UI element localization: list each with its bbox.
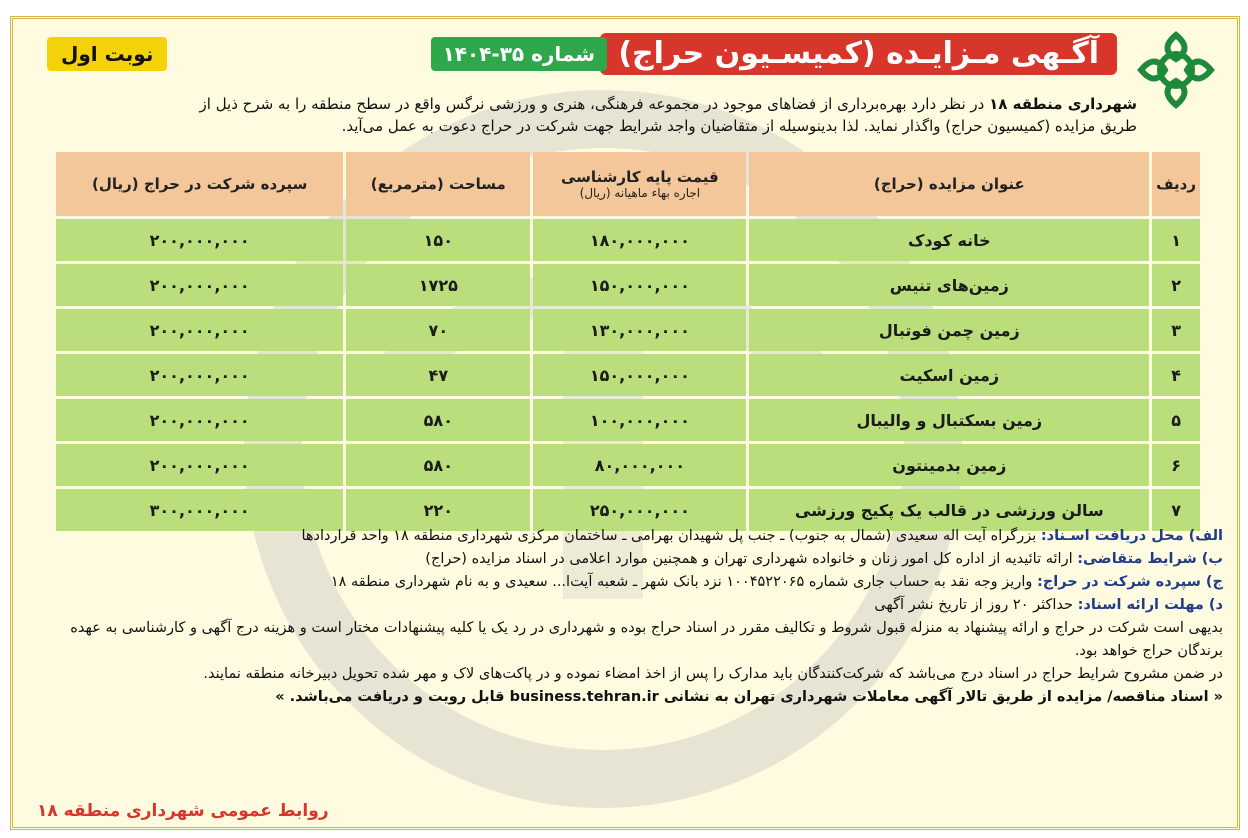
header-row-no: ردیف [1152,152,1200,216]
intro-paragraph [33,93,1137,137]
note-d [27,594,1223,617]
table-row [56,399,1200,441]
table-row [56,444,1200,486]
cell-deposit: ۲۰۰,۰۰۰,۰۰۰ [56,264,343,306]
cell-row-no: ۲ [1152,264,1200,306]
cell-row-no: ۴ [1152,354,1200,396]
cell-row-no: ۷ [1152,489,1200,531]
note-paragraph-1: بدیهی است شرکت در حراج و ارائه پیشنهاد به منزله قبول شروط و تکالیف مقرر در اسناد حراج بوده و شهرداری در رد یک یا کلیه پیشنهادات مختار است و هزینه درج آگهی و کارشناسی به عهده برندگان حراج خواهد بود. [70,620,1223,659]
cell-area: ۲۲۰ [346,489,530,531]
header-base-price [533,152,746,216]
note-d-label: د) مهلت ارائه اسناد: [1077,597,1223,613]
cell-base-price: ۱۰۰,۰۰۰,۰۰۰ [533,399,746,441]
ad-number: شماره ۳۵-۱۴۰۴ [431,37,607,71]
cell-base-price: ۲۵۰,۰۰۰,۰۰۰ [533,489,746,531]
note-paragraph-2: در ضمن مشروح شرایط حراج در اسناد درج می‌باشد که شرکت‌کنندگان باید مدارک را پس از اخذ امضاء نموده و در پاکت‌های لاک و مهر شده تحویل دبیرخانه منطقه نمایند. [203,666,1223,682]
cell-title: زمین بدمینتون [749,444,1149,486]
notes-section [27,525,1223,709]
cell-deposit: ۲۰۰,۰۰۰,۰۰۰ [56,354,343,396]
cell-title: زمین‌های تنیس [749,264,1149,306]
note-b [27,548,1223,571]
note-a-text: بزرگراه آیت اله سعیدی (شمال به جنوب) ـ جنب پل شهیدان بهرامی ـ ساختمان مرکزی شهرداری منطقه ۱۸ واحد قراردادها [301,528,1041,544]
note-a [27,525,1223,548]
note-c-text: واریز وجه نقد به حساب جاری شماره ۱۰۰۴۵۲۲۰۶۵ نزد بانک شهر ـ شعبه آیت‌ا... سعیدی و به نام شهرداری منطقه ۱۸ [330,574,1037,590]
cell-deposit: ۳۰۰,۰۰۰,۰۰۰ [56,489,343,531]
tehran-municipality-logo-icon [1135,29,1217,111]
note-c-label: ج) سپرده شرکت در حراج: [1036,574,1223,590]
cell-row-no: ۶ [1152,444,1200,486]
cell-area: ۱۵۰ [346,219,530,261]
cell-base-price: ۱۳۰,۰۰۰,۰۰۰ [533,309,746,351]
note-d-text: حداکثر ۲۰ روز از تاریخ نشر آگهی [874,597,1078,613]
intro-org: شهرداری منطقه ۱۸ [989,95,1137,113]
cell-base-price: ۱۵۰,۰۰۰,۰۰۰ [533,354,746,396]
cell-title: زمین چمن فوتبال [749,309,1149,351]
cell-deposit: ۲۰۰,۰۰۰,۰۰۰ [56,309,343,351]
intro-text-1: در نظر دارد بهره‌برداری از فضاهای موجود در مجموعه فرهنگی، هنری و ورزشی نرگس واقع در سطح منطقه را به شرح ذیل از [199,95,990,113]
cell-deposit: ۲۰۰,۰۰۰,۰۰۰ [56,444,343,486]
table-header-row [56,152,1200,216]
cell-row-no: ۱ [1152,219,1200,261]
auction-table [53,149,1203,534]
header-base-price-sub: اجاره بهاء ماهیانه (ریال) [579,186,701,200]
cell-title: زمین بسکتبال و والیبال [749,399,1149,441]
signature: روابط عمومی شهرداری منطقه ۱۸ [37,801,329,821]
note-final: « اسناد مناقصه/ مزایده از طریق تالار آگهی معاملات شهرداری تهران به نشانی business.tehran.ir قابل رویت و دریافت می‌باشد. » [275,689,1223,705]
cell-base-price: ۸۰,۰۰۰,۰۰۰ [533,444,746,486]
ad-header [43,33,1217,77]
cell-title: زمین اسکیت [749,354,1149,396]
header-base-price-main: قیمت پایه کارشناسی [561,168,719,186]
cell-row-no: ۵ [1152,399,1200,441]
cell-title: سالن ورزشی در قالب یک پکیج ورزشی [749,489,1149,531]
note-c [27,571,1223,594]
table-row [56,354,1200,396]
table-row [56,264,1200,306]
ad-turn: نوبت اول [47,37,167,71]
cell-deposit: ۲۰۰,۰۰۰,۰۰۰ [56,219,343,261]
header-title: عنوان مزایده (حراج) [749,152,1149,216]
cell-base-price: ۱۸۰,۰۰۰,۰۰۰ [533,219,746,261]
header-deposit: سپرده شرکت در حراج (ریال) [56,152,343,216]
table-row [56,219,1200,261]
cell-area: ۷۰ [346,309,530,351]
note-b-label: ب) شرایط متقاضی: [1077,551,1223,567]
advertisement-frame [10,16,1240,830]
cell-area: ۵۸۰ [346,444,530,486]
cell-area: ۵۸۰ [346,399,530,441]
cell-title: خانه کودک [749,219,1149,261]
note-a-label: الف) محل دریافت اسـناد: [1040,528,1223,544]
note-b-text: ارائه تائیدیه از اداره کل امور زنان و خانواده شهرداری تهران و همچنین موارد اعلامی در اسناد مزایده (حراج) [425,551,1078,567]
ad-title: آگـهی مـزایـده (کمیسـیون حراج) [600,33,1117,75]
table-row [56,309,1200,351]
cell-area: ۱۷۲۵ [346,264,530,306]
cell-row-no: ۳ [1152,309,1200,351]
cell-area: ۴۷ [346,354,530,396]
cell-deposit: ۲۰۰,۰۰۰,۰۰۰ [56,399,343,441]
header-area: مساحت (مترمربع) [346,152,530,216]
cell-base-price: ۱۵۰,۰۰۰,۰۰۰ [533,264,746,306]
intro-text-2: طریق مزایده (کمیسیون حراج) واگذار نماید. لذا بدینوسیله از متقاضیان واجد شرایط جهت شرکت در حراج دعوت به عمل می‌آید. [341,117,1137,135]
